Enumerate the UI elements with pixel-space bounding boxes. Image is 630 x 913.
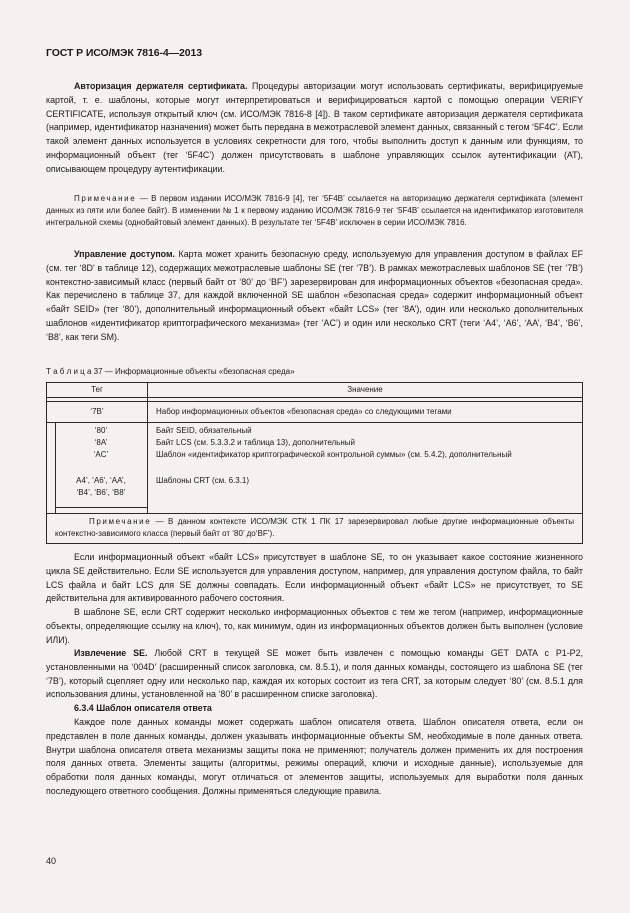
paragraph-body: Любой CRT в текущей SE может быть извлечен с помощью команды GET DATA с P1-P2, установленными на ‘004D’ (расширенный список заголовка, см. 8.5.1), и поля данных команды, состоящего из шаблона SE (тег ‘7B’), который сцепляет одну или несколько пар, каждая их которых состоит из тега CRT, за которым следует ‘80’ (см. 8.5.1 для использования длины, установленной на ‘80’ в расширенном списке заголовка). xyxy=(46,648,584,700)
table-rule xyxy=(47,513,582,514)
value-ccs-template: Шаблон «идентификатор криптографической контрольной суммы» (см. 5.4.2), дополнительный xyxy=(156,450,512,459)
paragraph-response-descriptor: Каждое поле данных команды может содержать шаблон описателя ответа. Шаблон описателя ответа, если он представлен в поле данных команды, должен указывать информационные объекты SM, необходимые в поле данных ответа. Внутри шаблона описателя ответа механизмы защиты пока не применяют; получатель должен применить их для построения поля данных ответа. Элементы защиты (алгоритмы, режимы операций, ключи и исходные данные), используемые для обработки поля данных команды, могут отличаться от элементов защиты, используемых для выработки поля данных последующего ответного сообщения. Должны применяться следующие правила. xyxy=(46,717,583,796)
table-note xyxy=(55,516,574,539)
row1-value: Набор информационных объектов «безопасная среда» со следующими тегами xyxy=(156,407,452,416)
paragraph-body: Карта может хранить безопасную среду, используемую для управления доступом в файлах EF (см. тег ‘8D’ в таблице 12), содержащих межотраслевые шаблоны SE (тег ‘7B’). В рамках межотраслевых шаблонов SE (тег ‘7B’) контекстно-зависимый класс (первый байт от ‘80’ до ‘BF’) зарезервирован для информационных объектов «безопасная среда». Как перечислено в таблице 37, для каждой включенной SE шаблон «безопасная среда» содержит информационный объект «байт SEID» (тег ‘80’), дополнительный информационный объект «байт LCS» (тег ‘8A’), один или несколько дополнительных шаблонов «идентификатор криптографического механизма» (тег ‘AC’) и один или несколько CRT (теги ‘A4’, ‘A6’, ‘AA’, ‘B4’, ‘B6’, ‘B8’, как теги SM). xyxy=(46,249,583,342)
value-crt: Шаблоны CRT (см. 6.3.1) xyxy=(156,476,250,485)
note-body: — В первом издании ИСО/МЭК 7816-9 [4], тег ‘5F4B’ ссылается на авторизацию держателя сертификата (элемент данных из пяти или более байт). В изменении № 1 к первому изданию ИСО/МЭК 7816-9 тег ‘5F4B’ ссылается на идентификатор изготовителя интегральной схемы (однобайтовый элемент данных). В результате тег ‘5F4B’ исключен в серии ИСО/МЭК 7816. xyxy=(46,194,583,228)
paragraph-lead: Авторизация держателя сертификата. xyxy=(74,81,248,91)
section-heading: 6.3.4 Шаблон описателя ответа xyxy=(74,703,212,713)
paragraph-se-retrieval xyxy=(46,647,583,702)
tag-crt-2: ‘B4’, ‘B6’, ‘B8’ xyxy=(76,488,126,497)
paragraph-lead: Управление доступом. xyxy=(74,249,176,259)
page-number: 40 xyxy=(46,856,57,866)
table-title: Т а б л и ц а 37 — Информационные объекты «безопасная среда» xyxy=(46,367,295,376)
tag-seid: ‘80’ xyxy=(94,426,108,435)
table-rule xyxy=(47,397,582,398)
table-column-divider xyxy=(147,383,148,514)
paragraph-body: Процедуры авторизации могут использовать сертификаты, верифицируемые картой, т. е. шаблоны, которые могут интерпретироваться и верифицироваться картой с помощью операции VERIFY CERTIFICATE, используя открытый ключ (см. ИСО/МЭК 7816-8 [4]). В таком сертификате авторизация держателя сертификата (например, идентификатор назначения) может быть передана в межотраслевой элемент данных, связанный с тегом ‘5F4C’. Если такой элемент данных используется в условиях секретности для того, чтобы выполнить доступ к данным или функциям, то информационный объект (тег ‘5F4C’) должен присутствовать в шаблоне управляющих ссылок аутентификации (AT), описывающем процедуру аутентификации. xyxy=(46,81,584,174)
table-rule xyxy=(55,507,147,508)
row1-tag: ‘7B’ xyxy=(90,407,104,416)
table-rule xyxy=(47,401,582,402)
value-seid: Байт SEID, обязательный xyxy=(156,426,252,435)
tag-ac: ‘AC’ xyxy=(93,450,109,459)
security-environment-table xyxy=(46,382,583,544)
note-label: Примечание xyxy=(74,194,137,203)
header-tag: Тег xyxy=(91,385,103,394)
value-lcs: Байт LCS (см. 5.3.3.2 и таблица 13), дополнительный xyxy=(156,438,355,447)
header-value: Значение xyxy=(347,385,383,394)
note-cert-authorization xyxy=(46,193,583,230)
paragraph-access-control xyxy=(46,248,583,344)
tag-lcs: ‘8A’ xyxy=(94,438,108,447)
running-header: ГОСТ Р ИСО/МЭК 7816-4—2013 xyxy=(46,47,203,59)
paragraph-crt-or: В шаблоне SE, если CRT содержит несколько информационных объектов с тем же тегом (например, информационные объекты, определяющие ссылку на ключ), то, как минимум, один из информационных объектов должен быть выполнен (условие ИЛИ). xyxy=(46,607,583,645)
paragraph-cert-authorization xyxy=(46,80,583,176)
note-body: — В данном контексте ИСО/МЭК СТК 1 ПК 17 зарезервировал любые другие информационные объекты контекстно-зависимого класса (первый байт от ‘80’ до‘BF’). xyxy=(55,517,574,538)
paragraph-lcs: Если информационный объект «байт LCS» присутствует в шаблоне SE, то он указывает какое состояние жизненного цикла SE действительно. Если SE используется для управления доступом, например, для управления доступом файла, то байт LCS файла и байт LCS для SE должны совпадать. Если информационный объект «байт LCS» не присутствует, то SE действительна для активированного рабочего состояния. xyxy=(46,552,583,604)
table-rule xyxy=(47,422,582,423)
tag-crt-1: A4’, ‘A6’, ‘AA’, xyxy=(76,476,126,485)
paragraph-lead: Извлечение SE. xyxy=(74,648,148,658)
note-label: Примечание xyxy=(89,517,152,526)
table-rule xyxy=(47,422,55,423)
